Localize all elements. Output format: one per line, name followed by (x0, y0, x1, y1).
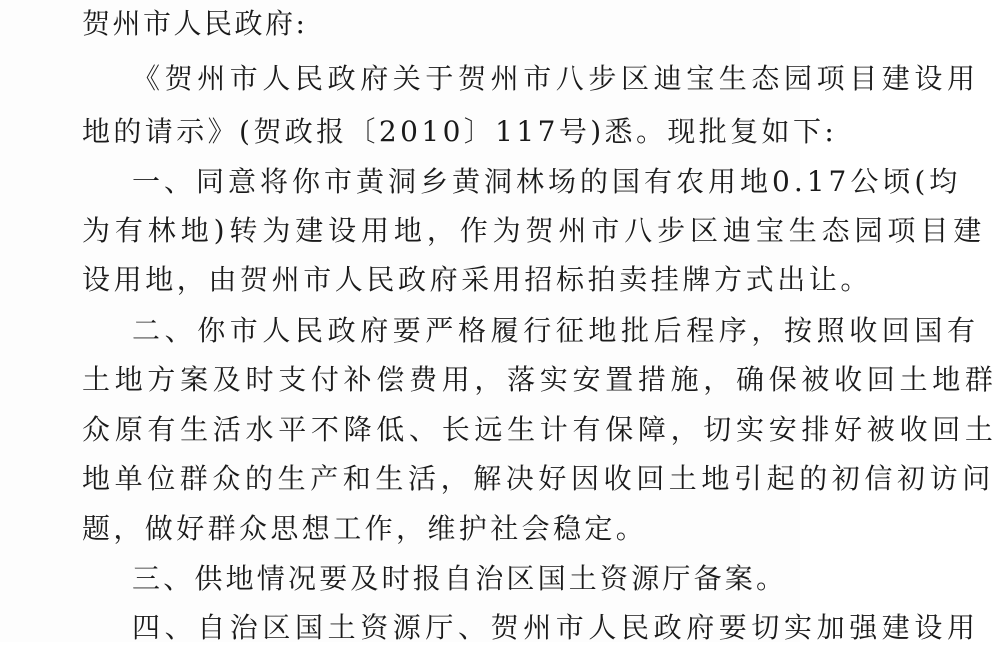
paragraph-line: 四、自治区国土资源厅、贺州市人民政府要切实加强建设用 (132, 611, 980, 644)
paragraph-line: 一、同意将你市黄洞乡黄洞林场的国有农用地0.17公顷(均 (132, 165, 962, 198)
paragraph-line: 众原有生活水平不降低、长远生计有保障，切实安排好被收回土 (82, 413, 998, 446)
salutation: 贺州市人民政府: (82, 7, 308, 40)
paragraph-line: 地单位群众的生产和生活，解决好因收回土地引起的初信初访问 (82, 462, 995, 495)
paragraph-line: 题，做好群众思想工作，维护社会稳定。 (82, 512, 648, 545)
paragraph-line: 地的请示》(贺政报〔2010〕117号)悉。现批复如下: (82, 115, 838, 148)
paragraph-line: 三、供地情况要及时报自治区国土资源厅备案。 (132, 562, 788, 595)
paragraph-line: 二、你市人民政府要严格履行征地批后程序，按照收回国有 (132, 314, 980, 347)
paragraph-line: 设用地，由贺州市人民政府采用招标拍卖挂牌方式出让。 (82, 263, 873, 296)
paragraph-line: 为有林地)转为建设用地，作为贺州市八步区迪宝生态园项目建 (82, 214, 987, 247)
paragraph-line: 土地方案及时支付补偿费用，落实安置措施，确保被收回土地群 (82, 363, 998, 396)
paragraph-line: 《贺州市人民政府关于贺州市八步区迪宝生态园项目建设用 (132, 62, 980, 95)
